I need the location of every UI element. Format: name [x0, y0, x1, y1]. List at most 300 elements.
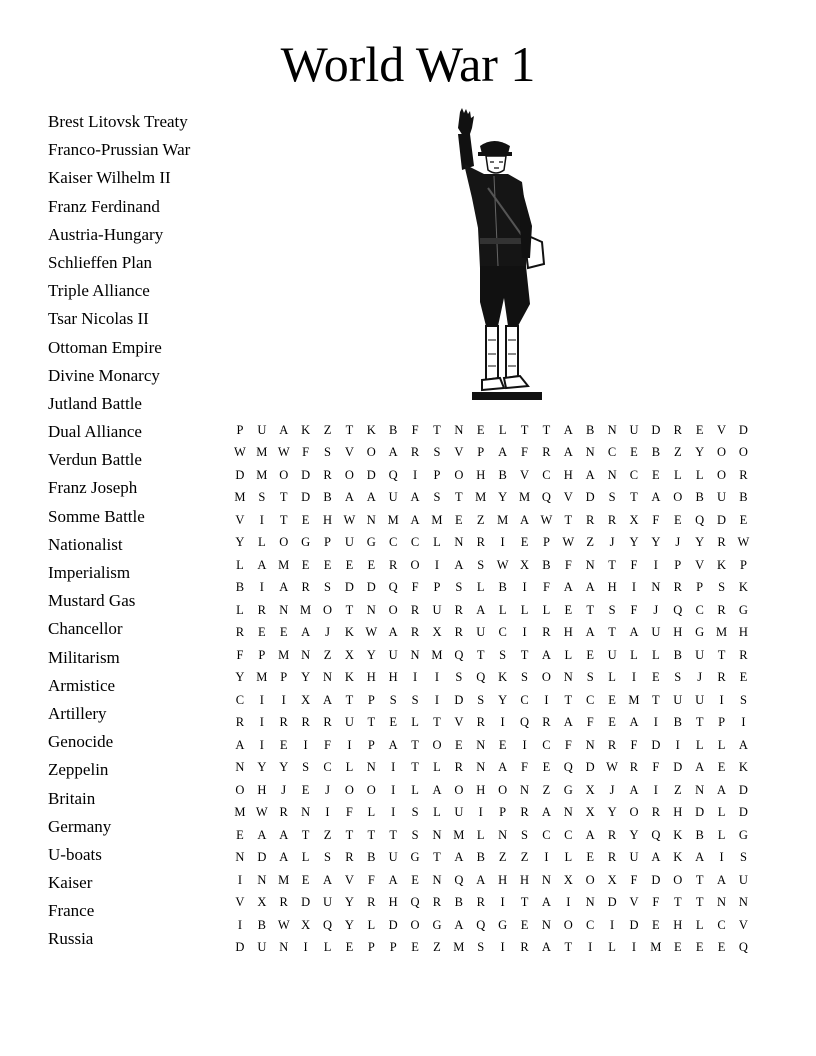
grid-letter: S [521, 827, 528, 842]
grid-letter: E [608, 692, 616, 707]
grid-letter: R [454, 625, 464, 640]
grid-letter: M [497, 512, 509, 527]
grid-letter: R [476, 715, 485, 730]
grid-letter: A [498, 445, 508, 460]
grid-row [229, 599, 754, 622]
grid-letter: I [631, 670, 637, 685]
grid-letter: S [739, 850, 747, 865]
grid-letter: M [234, 805, 246, 820]
grid-letter: R [410, 445, 420, 460]
grid-letter: N [585, 895, 595, 910]
grid-letter: N [279, 940, 289, 955]
grid-letter: C [542, 737, 551, 752]
grid-letter: H [498, 872, 508, 887]
grid-letter: O [410, 917, 420, 932]
grid-letter: K [673, 827, 683, 842]
grid-letter: H [366, 670, 376, 685]
word-list-item: Franz Joseph [48, 478, 138, 498]
grid-letter: P [367, 737, 375, 752]
grid-letter: L [367, 805, 376, 820]
grid-letter: T [695, 895, 704, 910]
grid-letter: T [564, 940, 573, 955]
grid-letter: K [673, 850, 683, 865]
grid-letter: Q [673, 602, 683, 617]
grid-letter: F [652, 512, 660, 527]
grid-letter: R [389, 557, 398, 572]
grid-letter: O [498, 782, 508, 797]
word-list-item: Franz Ferdinand [48, 196, 160, 216]
grid-letter: A [322, 872, 333, 887]
grid-letter: W [562, 535, 575, 550]
grid-letter: T [630, 490, 638, 505]
grid-letter: I [653, 715, 658, 730]
grid-letter: Q [476, 917, 486, 932]
grid-letter: R [739, 467, 748, 482]
grid-letter: D [651, 872, 661, 887]
grid-letter: G [738, 827, 748, 842]
grid-letter: S [324, 850, 331, 865]
grid-letter: D [344, 580, 354, 595]
grid-letter: D [301, 490, 311, 505]
grid-letter: U [629, 850, 639, 865]
grid-letter: Q [388, 467, 398, 482]
grid-letter: R [279, 895, 288, 910]
grid-letter: O [629, 805, 639, 820]
grid-letter: E [345, 940, 354, 955]
grid-letter: S [477, 557, 485, 572]
grid-letter: D [235, 467, 245, 482]
grid-letter: D [717, 512, 727, 527]
grid-letter: O [738, 445, 748, 460]
grid-letter: C [410, 535, 420, 550]
grid-letter: T [411, 737, 419, 752]
word-list-item: Brest Litovsk Treaty [48, 112, 188, 131]
grid-letter: R [476, 535, 485, 550]
grid-letter: O [673, 490, 683, 505]
grid-letter: N [563, 805, 573, 820]
grid-letter: C [629, 467, 639, 482]
grid-letter: D [585, 760, 595, 775]
word-list [48, 108, 190, 954]
grid-letter: Q [454, 872, 464, 887]
grid-letter: B [739, 490, 748, 505]
grid-letter: E [389, 715, 397, 730]
grid-letter: N [585, 557, 595, 572]
grid-letter: E [498, 737, 507, 752]
grid-letter: C [542, 467, 551, 482]
grid-letter: L [695, 737, 704, 752]
grid-letter: S [258, 490, 266, 505]
grid-letter: X [585, 805, 595, 820]
grid-row [229, 487, 754, 510]
grid-letter: V [235, 895, 245, 910]
grid-letter: T [345, 827, 354, 842]
grid-letter: P [718, 715, 726, 730]
grid-letter: Y [651, 535, 661, 550]
word-list-item: Kaiser Wilhelm II [48, 168, 171, 188]
grid-letter: F [521, 445, 528, 460]
grid-letter: R [410, 602, 420, 617]
grid-letter: K [498, 670, 508, 685]
grid-letter: A [388, 625, 398, 640]
grid-letter: Q [322, 917, 333, 932]
grid-letter: Z [673, 445, 682, 460]
grid-letter: O [585, 872, 595, 887]
grid-letter: K [301, 422, 311, 437]
grid-letter: B [651, 445, 661, 460]
grid-letter: O [432, 737, 442, 752]
grid-letter: T [279, 490, 288, 505]
grid-letter: T [345, 602, 354, 617]
word-list-item: Artillery [48, 703, 107, 723]
grid-letter: F [630, 872, 638, 887]
grid-letter: E [695, 940, 704, 955]
word-list-item: Kaiser [48, 873, 93, 893]
grid-letter: B [673, 715, 682, 730]
grid-letter: I [653, 557, 658, 572]
grid-letter: A [717, 782, 727, 797]
grid-row [229, 419, 754, 442]
grid-letter: A [520, 512, 530, 527]
grid-letter: S [389, 692, 397, 707]
grid-letter: V [695, 557, 705, 572]
grid-letter: E [608, 715, 616, 730]
grid-letter: R [717, 670, 726, 685]
grid-letter: F [411, 422, 419, 437]
grid-letter: T [608, 557, 616, 572]
word-list-item: Austria-Hungary [48, 224, 164, 244]
grid-letter: X [563, 872, 573, 887]
grid-letter: G [498, 917, 508, 932]
grid-letter: L [717, 805, 726, 820]
grid-letter: U [388, 647, 398, 662]
grid-letter: I [325, 805, 330, 820]
grid-letter: A [279, 827, 289, 842]
grid-letter: V [235, 512, 245, 527]
grid-letter: T [301, 827, 310, 842]
grid-letter: F [564, 557, 572, 572]
grid-letter: M [628, 692, 640, 707]
grid-letter: K [366, 422, 376, 437]
grid-letter: D [695, 805, 705, 820]
grid-letter: O [388, 602, 398, 617]
grid-letter: N [454, 535, 464, 550]
grid-letter: N [454, 422, 464, 437]
grid-letter: D [607, 895, 617, 910]
grid-letter: W [343, 512, 356, 527]
grid-letter: U [257, 940, 267, 955]
grid-letter: D [366, 580, 376, 595]
grid-letter: S [433, 490, 441, 505]
grid-letter: R [717, 535, 726, 550]
grid-letter: E [301, 557, 310, 572]
grid-letter: N [279, 602, 289, 617]
grid-letter: T [279, 512, 288, 527]
grid-letter: R [739, 647, 748, 662]
grid-letter: A [476, 602, 486, 617]
grid-letter: T [433, 422, 441, 437]
grid-letter: C [586, 692, 595, 707]
grid-letter: T [586, 602, 595, 617]
grid-letter: T [367, 827, 376, 842]
grid-letter: V [454, 445, 464, 460]
grid-letter: H [607, 580, 617, 595]
grid-letter: C [695, 602, 704, 617]
grid-letter: U [695, 692, 705, 707]
grid-letter: N [607, 467, 617, 482]
grid-letter: S [477, 692, 485, 707]
grid-letter: H [388, 670, 398, 685]
grid-letter: B [367, 850, 376, 865]
grid-letter: N [432, 827, 442, 842]
grid-letter: R [432, 895, 442, 910]
grid-letter: S [521, 670, 528, 685]
grid-letter: V [520, 467, 530, 482]
grid-letter: L [608, 940, 616, 955]
grid-letter: A [541, 940, 551, 955]
grid-letter: O [344, 782, 354, 797]
grid-letter: E [455, 737, 463, 752]
grid-letter: H [673, 917, 683, 932]
grid-letter: C [717, 917, 726, 932]
grid-letter: A [563, 715, 573, 730]
grid-letter: O [717, 467, 727, 482]
grid-letter: N [301, 647, 311, 662]
grid-letter: T [433, 715, 441, 730]
grid-letter: J [697, 670, 703, 685]
grid-letter: Y [695, 535, 705, 550]
grid-letter: A [454, 557, 464, 572]
grid-letter: Z [433, 940, 441, 955]
grid-letter: U [738, 872, 748, 887]
grid-letter: P [542, 535, 550, 550]
grid-letter: Z [498, 850, 507, 865]
grid-letter: Y [498, 692, 508, 707]
grid-letter: B [498, 467, 507, 482]
word-list-item: U-boats [48, 844, 102, 864]
grid-letter: R [279, 715, 288, 730]
grid-letter: E [258, 625, 266, 640]
grid-letter: I [631, 940, 637, 955]
grid-letter: I [281, 692, 286, 707]
grid-letter: N [498, 827, 508, 842]
grid-letter: I [478, 805, 483, 820]
grid-letter: V [454, 715, 464, 730]
grid-letter: N [476, 760, 486, 775]
grid-letter: E [279, 625, 288, 640]
word-list-item: Jutland Battle [48, 393, 142, 413]
grid-row [229, 554, 754, 577]
grid-letter: Q [410, 895, 420, 910]
grid-letter: E [739, 670, 748, 685]
grid-letter: M [234, 490, 246, 505]
grid-letter: O [279, 535, 289, 550]
grid-letter: I [259, 715, 264, 730]
grid-letter: E [652, 670, 660, 685]
grid-letter: R [367, 895, 376, 910]
word-list-item: Zeppelin [48, 760, 109, 780]
grid-letter: R [257, 602, 266, 617]
grid-letter: F [302, 445, 310, 460]
grid-letter: S [608, 602, 616, 617]
grid-letter: E [520, 535, 529, 550]
grid-letter: F [564, 737, 572, 752]
grid-letter: F [652, 760, 660, 775]
grid-letter: E [455, 512, 463, 527]
grid-letter: Y [629, 827, 639, 842]
grid-letter: H [738, 625, 748, 640]
grid-letter: O [366, 782, 376, 797]
grid-letter: R [454, 602, 464, 617]
grid-letter: I [259, 737, 264, 752]
grid-letter: Z [520, 850, 529, 865]
grid-letter: Y [629, 535, 639, 550]
grid-letter: R [279, 805, 288, 820]
word-list-item: Mustard Gas [48, 591, 136, 611]
grid-letter: I [653, 782, 658, 797]
grid-letter: F [652, 895, 660, 910]
grid-letter: W [255, 805, 268, 820]
grid-letter: A [476, 872, 486, 887]
grid-letter: I [522, 625, 527, 640]
grid-letter: P [389, 940, 397, 955]
grid-letter: I [303, 940, 308, 955]
grid-letter: J [609, 782, 615, 797]
grid-letter: X [432, 625, 442, 640]
grid-letter: P [258, 647, 266, 662]
grid-row [229, 509, 754, 532]
grid-letter: L [717, 827, 726, 842]
grid-letter: V [717, 422, 727, 437]
grid-letter: C [564, 827, 573, 842]
grid-letter: N [235, 850, 245, 865]
grid-letter: I [719, 692, 724, 707]
grid-letter: H [388, 895, 398, 910]
grid-letter: R [629, 760, 639, 775]
grid-letter: I [500, 895, 505, 910]
grid-letter: C [607, 445, 617, 460]
grid-letter: S [718, 580, 726, 595]
word-list-item: Dual Alliance [48, 422, 142, 442]
grid-letter: L [630, 647, 638, 662]
grid-letter: L [476, 580, 485, 595]
grid-letter: U [388, 850, 398, 865]
grid-letter: U [476, 625, 486, 640]
grid-letter: M [453, 940, 465, 955]
grid-letter: B [389, 422, 398, 437]
grid-row [229, 779, 754, 802]
grid-row [229, 802, 754, 825]
grid-letter: D [673, 760, 683, 775]
grid-letter: I [237, 917, 243, 932]
word-list-item: Nationalist [48, 534, 123, 554]
grid-row [229, 847, 754, 870]
grid-letter: M [300, 602, 312, 617]
grid-letter: Y [301, 670, 311, 685]
grid-letter: L [433, 805, 441, 820]
grid-letter: Y [235, 670, 245, 685]
grid-letter: P [280, 670, 288, 685]
grid-row [229, 464, 754, 487]
grid-row [229, 644, 754, 667]
grid-letter: S [324, 580, 331, 595]
grid-letter: E [520, 917, 529, 932]
grid-letter: Q [520, 715, 530, 730]
grid-letter: Q [695, 512, 705, 527]
grid-letter: O [235, 782, 245, 797]
grid-letter: H [476, 467, 486, 482]
grid-letter: A [454, 850, 464, 865]
grid-letter: A [279, 850, 289, 865]
grid-letter: D [388, 917, 398, 932]
grid-letter: C [586, 917, 595, 932]
grid-letter: A [279, 580, 289, 595]
grid-letter: G [738, 602, 748, 617]
word-list-item: France [48, 901, 95, 921]
grid-letter: T [345, 422, 354, 437]
grid-letter: I [631, 580, 637, 595]
grid-letter: N [235, 760, 245, 775]
word-list-item: Somme Battle [48, 506, 145, 526]
grid-letter: N [322, 670, 333, 685]
grid-letter: I [544, 692, 549, 707]
grid-letter: N [717, 895, 727, 910]
grid-letter: Y [235, 535, 245, 550]
grid-letter: B [695, 490, 704, 505]
grid-letter: S [433, 445, 441, 460]
grid-letter: L [433, 760, 441, 775]
grid-letter: A [585, 580, 595, 595]
grid-letter: I [412, 467, 418, 482]
grid-letter: Y [344, 895, 354, 910]
grid-letter: L [236, 602, 244, 617]
grid-letter: R [586, 512, 595, 527]
grid-letter: M [278, 557, 290, 572]
grid-letter: D [301, 467, 311, 482]
grid-letter: O [344, 467, 354, 482]
grid-letter: A [541, 895, 551, 910]
grid-letter: I [347, 737, 352, 752]
grid-letter: S [324, 445, 331, 460]
grid-letter: N [585, 445, 595, 460]
grid-letter: P [477, 445, 485, 460]
grid-letter: B [542, 557, 551, 572]
word-list-item: Tsar Nicolas II [48, 309, 149, 329]
grid-letter: R [607, 850, 617, 865]
grid-letter: I [588, 940, 593, 955]
grid-letter: H [520, 872, 530, 887]
grid-letter: R [542, 715, 551, 730]
grid-letter: B [673, 647, 682, 662]
grid-letter: G [695, 625, 705, 640]
grid-letter: S [499, 647, 507, 662]
grid-letter: E [301, 782, 310, 797]
word-list-item: Verdun Battle [48, 450, 142, 470]
grid-letter: W [234, 445, 246, 460]
grid-letter: M [650, 940, 662, 955]
grid-letter: F [411, 580, 419, 595]
grid-letter: K [344, 625, 354, 640]
grid-letter: T [520, 647, 529, 662]
grid-letter: V [563, 490, 573, 505]
grid-letter: A [279, 422, 289, 437]
grid-letter: Y [607, 805, 617, 820]
grid-letter: N [432, 872, 442, 887]
grid-letter: E [717, 760, 726, 775]
grid-letter: L [520, 602, 529, 617]
grid-letter: F [630, 602, 638, 617]
grid-letter: L [236, 557, 244, 572]
